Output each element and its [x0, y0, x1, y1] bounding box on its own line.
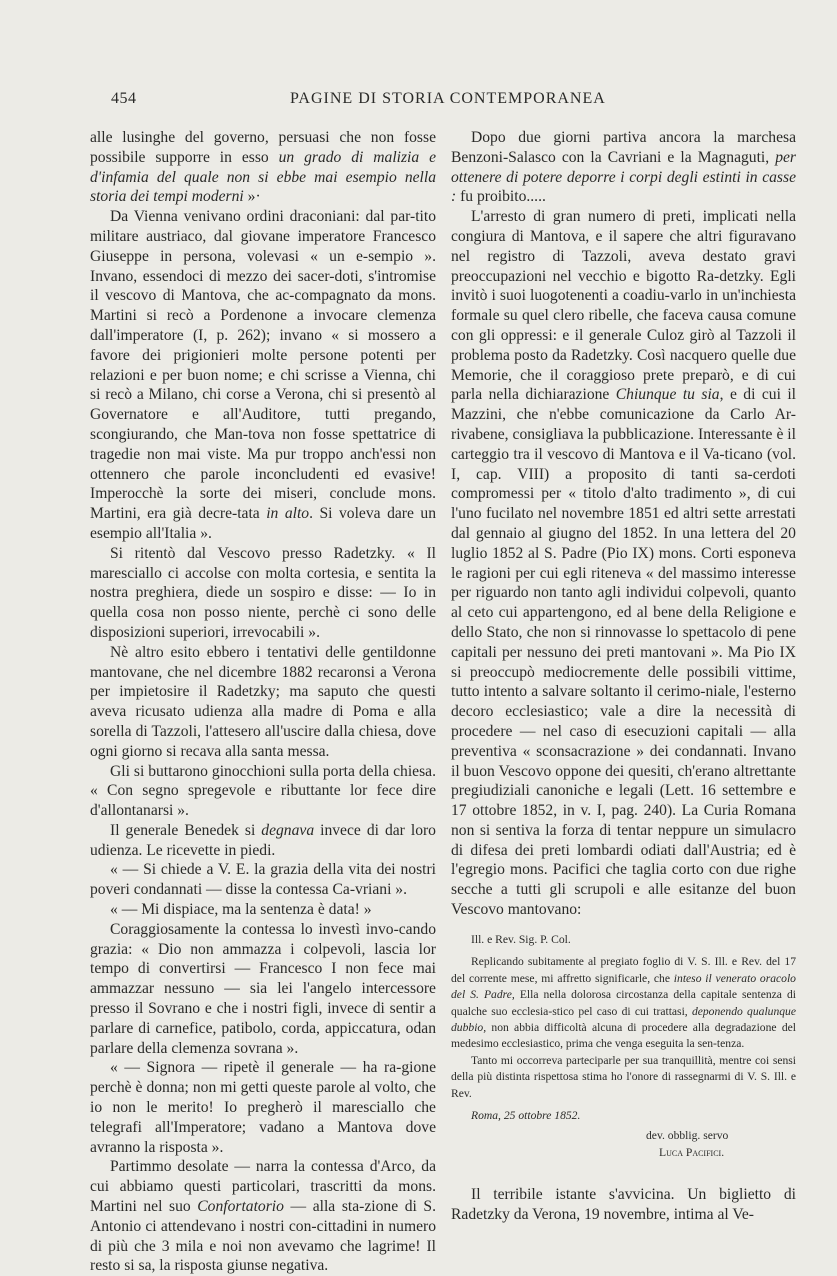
text-run: fece dire d'allontanarsi ».: [90, 782, 436, 820]
text-run: da cui abbiamo questi particolari, trascritti da: [90, 1158, 436, 1196]
text-run: — Io in quella cosa non posso niente, perchè ci: [90, 584, 436, 622]
text-run: un grado di malizia e: [278, 148, 437, 166]
text-run: egli riteneva « del massimo interesse per riguardo: [451, 564, 796, 602]
text-run: « — Si chiede a V. E. la grazia della vita dei: [110, 861, 396, 879]
text-run: mons. Pacifici che taglia corto con due righe secche: [451, 861, 796, 899]
paragraph: [90, 643, 436, 762]
text-run: nella dichiarazione: [488, 386, 616, 404]
text-run: Radetzky da Verona, 19 novembre, intima al Ve-: [451, 1205, 754, 1223]
text-run: nostri poveri condannati — disse la contessa Ca-: [90, 861, 436, 899]
text-run: »·: [243, 188, 261, 206]
text-run: cando grazia: « Dio non ammazza i colpevoli,: [90, 920, 436, 958]
paragraph: [90, 860, 436, 900]
text-run: . Si voleva dare un esempio all'Italia ».: [90, 505, 436, 542]
paragraph: [451, 1053, 796, 1102]
text-run: storia dei tempi moderni: [90, 188, 244, 206]
paragraph: [451, 207, 796, 920]
quoted-letter: [451, 932, 796, 1161]
text-run: doti, s'intromise il vescovo di Mantova, che ac-: [90, 267, 436, 305]
text-run: cittadini in numero di più che 3 mila e noi non: [90, 1217, 436, 1255]
right-column: [451, 128, 796, 1225]
text-run: da Radetzky. Così nacquero quelle due Memorie,: [451, 346, 797, 384]
paragraph: [90, 207, 436, 544]
text-run: — alla sta-: [283, 1198, 365, 1216]
text-run: Pio IX si preoccupò mediocremente delle possibili: [451, 643, 796, 681]
text-run: chiesa. « Con segno spregevole e ributtante lor: [90, 762, 436, 800]
text-run: avevamo che lagrime! Il resto si sa, la risposta: [90, 1237, 436, 1275]
paragraph: [90, 1157, 436, 1276]
text-run: invece di dar: [314, 821, 405, 839]
text-run: inteso il venerato oracolo del S. Padre,: [451, 971, 796, 1002]
text-run: maresciallo che telegrafi all'Imperatore; vadano a: [90, 1099, 436, 1136]
paragraph: [90, 128, 436, 207]
text-run: Stato, che non si rinnovasse lo spettacolo di pene: [486, 623, 796, 641]
text-run: all'Auditore, tutti pregando, scongiurando, che Man-: [90, 406, 436, 443]
text-run: intercessore presso il Sovrano e che i nostri figli,: [90, 980, 436, 1018]
letter-signature: Luca Pacifici.: [659, 1145, 725, 1159]
text-run: Chiunque tu sia: [615, 386, 720, 404]
text-run: tito militare austriaco, dal giovane imperatore: [90, 208, 436, 245]
text-run: Coraggiosamente la contessa lo investì invo-: [110, 920, 399, 938]
paragraph: [451, 954, 796, 1052]
running-title: PAGINE DI STORIA CONTEMPORANEA: [290, 90, 606, 107]
text-run: di rassegnarmi di V. S. Ill. e Rev.: [451, 1070, 796, 1100]
text-run: è il carteggio tra il vescovo di Mantova e il Va-: [451, 425, 796, 463]
text-run: Rev. del 17 del corrente mese, mi affretto significarle, che: [451, 955, 796, 985]
text-run: generale Culoz girò al Tazzoli il problema posto: [451, 326, 796, 364]
text-run: a invocare clemenza dall'imperatore (I, p. 262);: [90, 307, 436, 344]
text-run: compagnato da mons. Martini si recò a Pordenone: [90, 287, 437, 325]
text-run: possibile supporre in esso: [90, 148, 279, 166]
text-run: Replicando subitamente al pregiato foglio di V. S. Ill. e: [471, 955, 738, 969]
text-run: Francesco Giuseppe in persona, volevasi « un e-: [90, 227, 436, 265]
text-run: condannati. Invano il buon Vescovo oppone dei: [451, 742, 796, 780]
text-run: cui appartengono, ed al bene della Religione e dello: [451, 604, 796, 641]
text-run: tata: [237, 505, 267, 523]
text-run: d'infamia del quale non si ebbe mai esempio nella: [90, 168, 436, 186]
text-run: Mantova dove avranno la risposta ».: [90, 1118, 436, 1156]
text-run: detzky. Egli invitò i suoi luogotenenti a coadiu-: [451, 267, 796, 305]
text-run: quesiti, ch'erano altrettante pregiudiziali canoniche: [451, 762, 796, 800]
text-run: nella congiura di Mantova, e il sapere che altri: [451, 208, 796, 245]
text-run: Si ritentò dal Vescovo presso Radetzky. « Il: [110, 544, 436, 562]
text-run: per ottenere di potere deporre i corpi degli estinti: [451, 148, 796, 186]
text-run: che il coraggioso prete preparò, e di cui parla: [451, 366, 796, 404]
text-run: mantovano:: [507, 901, 582, 919]
text-run: Nè altro esito ebbero i tentativi delle gentildonne: [110, 643, 436, 661]
text-run: Da Vienna venivano ordini draconiani: dal par-: [110, 208, 416, 226]
text-run: non tanto agli individui colpevoli, quanto al ceto: [451, 584, 796, 622]
text-run: mentre coi sensi della più distinta rispettosa stima ho l'onore: [451, 1053, 797, 1084]
text-run: Tanto mi occorreva parteciparle per sua tranquillità,: [471, 1053, 716, 1067]
text-run: circostanza della capitale sentenza di qualche suo ecclesia-: [451, 988, 796, 1018]
text-run: sempio ». Invano, essendoci di mezzo dei sacer-: [90, 247, 436, 285]
text-run: degnava: [261, 821, 315, 839]
text-run: tenza.: [716, 1037, 745, 1051]
text-run: corda, appiccatura, odan parlare della clemenza: [90, 1019, 436, 1057]
text-run: Ella nella dolorosa: [514, 988, 612, 1002]
paragraph: [90, 762, 436, 821]
text-run: alle lusinghe del governo, persuasi che non fosse: [90, 129, 436, 146]
text-run: e chi scrisse a Vienna, chi si recò a Milano, chi: [90, 366, 437, 404]
paragraph: [90, 821, 436, 861]
text-run: « — Signora — ripetè il generale — ha ra-: [110, 1059, 402, 1077]
text-run: che faceva causa comune con gli oppressi: e il: [451, 307, 796, 344]
text-run: Mazzini, che n'ebbe comunicazione da Carlo Ar-: [451, 406, 796, 424]
letter-closing: dev. obblig. servo: [646, 1129, 729, 1143]
text-run: invano « si mossero a favore dei prigionieri molte: [90, 326, 436, 364]
text-run: ticano (vol. I, cap. VIII) a proposito di tanti sa-: [451, 445, 796, 483]
text-run: In una lettera del 20 luglio 1852 al S. Padre: [451, 524, 796, 562]
text-run: v. I, pag. 240). La Curia Romana non si sentiva: [451, 802, 796, 839]
text-run: capitali per nessuno dei preti mantovani ». Ma: [451, 643, 749, 661]
text-run: Il terribile istante s'avvicina. Un biglietto di: [471, 1186, 796, 1204]
text-run: capitali — alla preventiva « sconsacrazione » dei: [451, 722, 796, 760]
text-run: in casse :: [451, 168, 796, 206]
text-run: mantovane, che nel dicembre 1882 recaronsi a: [90, 663, 387, 681]
text-run: vriani ».: [355, 881, 407, 899]
text-run: la forza di tentar neppure un simulacro di difesa: [451, 821, 797, 859]
text-run: dei preti lombardi odiati dall'Austria; ed è l'egregio: [451, 841, 796, 879]
text-run: lascia lor tempo di convertirsi — Francesco I non: [90, 940, 436, 978]
text-run: questi aveva ricusato udienza alla madre di Poma: [90, 683, 436, 721]
text-run: deponendo qualunque dubbio,: [451, 1004, 796, 1034]
left-column: [90, 128, 436, 1276]
paragraph: [451, 128, 796, 207]
text-run: chiesa, dove ogni giorno si recava alla santa messa.: [90, 722, 436, 760]
text-run: e alla sorella di Tazzoli, l'attesero all'uscire dalla: [90, 703, 437, 740]
text-run: invece di sentir a parlare di carnefice, patibolo,: [90, 1000, 436, 1037]
page-header: [0, 90, 837, 114]
text-run: necessità di procedere — nel caso di esecuzioni: [451, 703, 796, 740]
paragraph: [90, 920, 436, 1059]
text-run: Il generale Benedek si: [110, 821, 262, 839]
text-run: Gli si buttarono ginocchioni sulla porta della: [110, 762, 390, 780]
text-run: di cui l'uno fucilato nel novembre 1851 ed altri: [451, 485, 796, 523]
paragraph: [90, 1058, 436, 1157]
text-run: giunse negativa.: [226, 1257, 329, 1275]
text-run: rivabene, consigliava la pubblicazione. Interessante: [451, 425, 773, 443]
text-run: Verona per impietosire il Radetzky; ma saputo che: [90, 663, 436, 701]
letter-date: Roma, 25 ottobre 1852.: [471, 1108, 581, 1122]
text-run: zione di S. Antonio ci attendevano i nostri con-: [90, 1198, 437, 1235]
text-run: persone potenti per relazioni e per buon nome;: [90, 346, 436, 384]
text-run: maresciallo ci accolse con molta cortesia, e sentita: [90, 564, 419, 582]
text-run: e legali (Lett. 16 settembre e 17 ottobre 1852, in: [451, 782, 796, 820]
text-run: gione perchè è donna; non mi getti queste parole: [90, 1059, 436, 1097]
text-run: Dopo due giorni partiva ancora la marchesa: [471, 129, 796, 146]
text-run: fu proibito.....: [456, 188, 546, 206]
text-run: gravi preoccupazioni nel vecchio e bigotto Ra-: [451, 247, 796, 285]
text-run: mons. Martini nel suo: [90, 1178, 436, 1216]
text-run: Partimmo desolate — narra la contessa d'Arco,: [110, 1158, 416, 1176]
paragraph: [90, 900, 436, 920]
text-run: niale, l'esterno decoro ecclesiastico; vale a dire la: [451, 683, 796, 721]
text-run: fece mai ammazzar nessuno — sia lei l'angelo: [90, 960, 436, 998]
text-run: cerdoti compromessi per « titolo d'alto tradimento »,: [451, 465, 796, 503]
text-run: L'arresto di gran numero di preti, implicati: [471, 208, 759, 226]
text-run: non abbia difficoltà alcuna di procedere alla degradazione: [491, 1020, 777, 1034]
text-run: a tutti gli scrupoli e alle esitanze del buon Vescovo: [451, 881, 796, 919]
text-run: loro udienza. Le ricevette in piedi.: [90, 821, 436, 859]
page-number: 454: [111, 90, 137, 107]
text-run: (Pio IX) mons. Corti esponeva le ragioni per cui: [451, 544, 796, 582]
text-run: sovrana ».: [234, 1039, 299, 1057]
text-run: dei miseri, conclude mons. Martini, era già decre-: [90, 485, 437, 523]
text-run: sono delle disposizioni superiori, irrevocabili ».: [90, 604, 436, 641]
text-run: viste. Ma pur troppo anch'essi non ottennero che: [90, 445, 436, 483]
paragraph: [90, 544, 436, 643]
text-run: stico pel caso di cui trattasi,: [552, 1004, 692, 1018]
text-run: parole inconcludenti ed evasive! Imperocchè la sorte: [90, 465, 437, 503]
text-run: al volto, che io non le merito! Io pregherò il: [90, 1079, 436, 1117]
text-run: Confortatorio: [197, 1198, 284, 1216]
text-run: tova non fosse spettatrice di tragedie non mai: [90, 425, 436, 463]
text-run: in alto: [266, 505, 310, 523]
text-run: , e di cui il: [719, 386, 796, 404]
text-run: Benzoni-Salasco con la Cavriani e la Magnaguti,: [451, 148, 770, 166]
text-run: la nostra preghiera, diede un sospiro e disse:: [90, 564, 436, 602]
text-run: sette arrestati dal gennaio al giugno del 1852.: [451, 505, 796, 542]
text-run: del medesimo ecclesiastico, prima che venga eseguita la sen-: [451, 1020, 796, 1051]
text-run: varlo in un'inchiesta formale su quel clero ribelle,: [451, 287, 796, 325]
text-run: corse a Verona, chi si presentò al Governatore e: [90, 386, 436, 424]
text-run: vittime, tutto intento a salvare soltanto il cerimo-: [451, 663, 796, 701]
paragraph: [451, 1185, 796, 1225]
text-run: figuravano nel registro di Tazzoli, aveva destato: [451, 227, 796, 265]
letter-salutation: Ill. e Rev. Sig. P. Col.: [471, 932, 571, 946]
text-run: « — Mi dispiace, ma la sentenza è data! »: [110, 901, 372, 919]
